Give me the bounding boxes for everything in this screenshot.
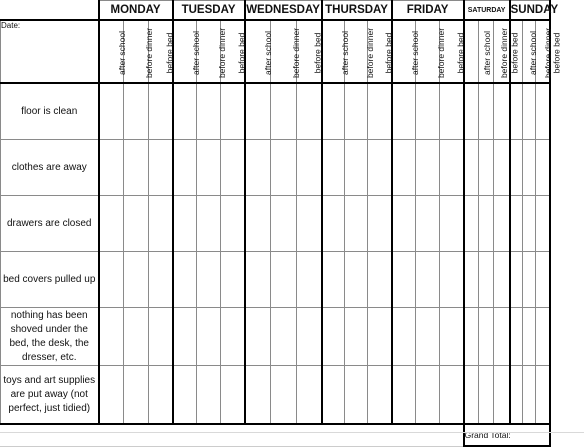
checkbox-cell[interactable] (297, 140, 322, 196)
checkbox-cell[interactable] (440, 140, 464, 196)
checkbox-cell[interactable] (271, 140, 297, 196)
time-slot-header (322, 20, 350, 83)
time-slot-label: before dinner (144, 27, 155, 78)
time-slot-header (494, 20, 520, 83)
checkbox-cell[interactable] (523, 366, 536, 425)
time-slot-header (416, 20, 447, 83)
checkbox-cell[interactable] (297, 366, 322, 425)
checkbox-cell[interactable] (345, 196, 368, 252)
checkbox-cell[interactable] (464, 83, 479, 140)
time-slot-label: after school (481, 30, 492, 75)
day-header-wednesday: WEDNESDAY (245, 1, 322, 21)
day-header-thursday: THURSDAY (322, 1, 392, 21)
checkbox-cell[interactable] (99, 308, 124, 366)
time-slot-label: before dinner (543, 27, 554, 78)
checkbox-cell[interactable] (494, 83, 510, 140)
time-slot-header (221, 20, 245, 83)
checkbox-cell[interactable] (479, 366, 494, 425)
checkbox-cell[interactable] (510, 252, 523, 308)
checkbox-cell[interactable] (197, 196, 221, 252)
checkbox-cell[interactable] (536, 140, 550, 196)
checkbox-cell[interactable] (392, 308, 416, 366)
time-slot-header (523, 20, 554, 83)
checkbox-cell[interactable] (221, 252, 245, 308)
checkbox-cell[interactable] (322, 366, 345, 425)
checkbox-cell[interactable] (345, 83, 368, 140)
checkbox-cell[interactable] (149, 196, 173, 252)
checkbox-cell[interactable] (173, 252, 197, 308)
checkbox-cell[interactable] (297, 196, 322, 252)
checkbox-cell[interactable] (416, 252, 440, 308)
checkbox-cell[interactable] (271, 83, 297, 140)
checkbox-cell[interactable] (245, 83, 271, 140)
time-slot-header (392, 20, 420, 83)
checkbox-cell[interactable] (440, 252, 464, 308)
checkbox-cell[interactable] (197, 366, 221, 425)
time-slot-label: after school (116, 30, 127, 75)
task-label: drawers are closed (1, 196, 99, 252)
checkbox-cell[interactable] (368, 252, 392, 308)
time-slot-header (536, 20, 562, 83)
time-slot-header (271, 20, 302, 83)
time-slot-header (368, 20, 392, 83)
checkbox-cell[interactable] (368, 140, 392, 196)
time-slot-header (245, 20, 271, 83)
time-slot-header (124, 20, 155, 83)
checkbox-cell[interactable] (392, 196, 416, 252)
checkbox-cell[interactable] (479, 252, 494, 308)
time-slot-header (173, 20, 201, 83)
checkbox-cell[interactable] (149, 140, 173, 196)
checkbox-cell[interactable] (536, 196, 550, 252)
checkbox-cell[interactable] (464, 196, 479, 252)
checkbox-cell[interactable] (271, 308, 297, 366)
checkbox-cell[interactable] (124, 83, 149, 140)
checkbox-cell[interactable] (392, 83, 416, 140)
checkbox-cell[interactable] (464, 308, 479, 366)
checkbox-cell[interactable] (494, 140, 510, 196)
checkbox-cell[interactable] (392, 140, 416, 196)
checkbox-cell[interactable] (510, 196, 523, 252)
checkbox-cell[interactable] (99, 83, 124, 140)
checkbox-cell[interactable] (149, 83, 173, 140)
checkbox-cell[interactable] (464, 140, 479, 196)
time-slot-label: before dinner (436, 27, 447, 78)
checkbox-cell[interactable] (297, 308, 322, 366)
checkbox-cell[interactable] (368, 83, 392, 140)
task-label: clothes are away (1, 140, 99, 196)
checkbox-cell[interactable] (124, 140, 149, 196)
checkbox-cell[interactable] (416, 308, 440, 366)
checkbox-cell[interactable] (440, 196, 464, 252)
day-header-monday: MONDAY (99, 1, 173, 21)
time-slot-label: before bed (164, 32, 175, 73)
checkbox-cell[interactable] (245, 252, 271, 308)
checkbox-cell[interactable] (464, 366, 479, 425)
day-header-sunday: SUNDAY (510, 1, 550, 21)
checkbox-cell[interactable] (221, 308, 245, 366)
checkbox-cell[interactable] (271, 366, 297, 425)
checkbox-cell[interactable] (392, 252, 416, 308)
checkbox-cell[interactable] (494, 196, 510, 252)
checkbox-cell[interactable] (245, 196, 271, 252)
checkbox-cell[interactable] (221, 366, 245, 425)
checkbox-cell[interactable] (297, 252, 322, 308)
checkbox-cell[interactable] (479, 140, 494, 196)
checkbox-cell[interactable] (124, 308, 149, 366)
checkbox-cell[interactable] (523, 196, 536, 252)
checkbox-cell[interactable] (173, 83, 197, 140)
checkbox-cell[interactable] (494, 366, 510, 425)
checkbox-cell[interactable] (416, 83, 440, 140)
checkbox-cell[interactable] (464, 252, 479, 308)
checkbox-cell[interactable] (197, 308, 221, 366)
checkbox-cell[interactable] (440, 308, 464, 366)
task-label: toys and art supplies are put away (not perfect, just tidied) (1, 366, 99, 425)
checkbox-cell[interactable] (197, 140, 221, 196)
checkbox-cell[interactable] (536, 252, 550, 308)
checkbox-cell[interactable] (523, 308, 536, 366)
time-slot-label: before bed (236, 32, 247, 73)
checkbox-cell[interactable] (494, 252, 510, 308)
day-header-tuesday: TUESDAY (173, 1, 245, 21)
checkbox-cell[interactable] (368, 366, 392, 425)
time-slot-label: after school (409, 30, 420, 75)
time-slot-header (197, 20, 228, 83)
checkbox-cell[interactable] (523, 140, 536, 196)
time-slot-label: before bed (551, 32, 562, 73)
time-slot-label: after school (262, 30, 273, 75)
checkbox-cell[interactable] (479, 83, 494, 140)
checkbox-cell[interactable] (322, 83, 345, 140)
time-slot-label: before dinner (499, 27, 510, 78)
checkbox-cell[interactable] (124, 252, 149, 308)
time-slot-label: before dinner (291, 27, 302, 78)
time-slot-header (345, 20, 376, 83)
time-slot-label: before bed (312, 32, 323, 73)
checkbox-cell[interactable] (149, 252, 173, 308)
task-label: nothing has been shoved under the bed, the desk, the dresser, etc. (1, 308, 99, 366)
checkbox-cell[interactable] (297, 83, 322, 140)
checkbox-cell[interactable] (322, 252, 345, 308)
checkbox-cell[interactable] (479, 196, 494, 252)
checkbox-cell[interactable] (523, 83, 536, 140)
checkbox-cell[interactable] (536, 83, 550, 140)
checkbox-cell[interactable] (345, 308, 368, 366)
checkbox-cell[interactable] (173, 308, 197, 366)
checkbox-cell[interactable] (523, 252, 536, 308)
time-slot-header (99, 20, 127, 83)
checkbox-cell[interactable] (322, 308, 345, 366)
day-header-saturday: SATURDAY (464, 1, 510, 21)
checkbox-cell[interactable] (440, 83, 464, 140)
time-slot-header (464, 20, 492, 83)
checkbox-cell[interactable] (245, 308, 271, 366)
checkbox-cell[interactable] (124, 366, 149, 425)
checkbox-cell[interactable] (510, 366, 523, 425)
time-slot-label: after school (527, 30, 538, 75)
checkbox-cell[interactable] (536, 366, 550, 425)
checkbox-cell[interactable] (124, 196, 149, 252)
time-slot-header (479, 20, 510, 83)
task-label: floor is clean (1, 83, 99, 140)
checkbox-cell[interactable] (149, 366, 173, 425)
time-slot-label: before bed (383, 32, 394, 73)
checkbox-cell[interactable] (221, 83, 245, 140)
checkbox-cell[interactable] (416, 196, 440, 252)
checkbox-cell[interactable] (510, 308, 523, 366)
time-slot-label: before bed (455, 32, 466, 73)
time-slot-header (510, 20, 538, 83)
task-label: bed covers pulled up (1, 252, 99, 308)
checkbox-cell[interactable] (173, 366, 197, 425)
checkbox-cell[interactable] (149, 308, 173, 366)
time-slot-header (440, 20, 464, 83)
corner-cell (1, 1, 99, 21)
time-slot-header (149, 20, 173, 83)
checkbox-cell[interactable] (368, 196, 392, 252)
checkbox-cell[interactable] (510, 83, 523, 140)
checkbox-cell[interactable] (345, 252, 368, 308)
checkbox-cell[interactable] (197, 83, 221, 140)
checkbox-cell[interactable] (392, 366, 416, 425)
checkbox-cell[interactable] (322, 196, 345, 252)
checkbox-cell[interactable] (245, 366, 271, 425)
checkbox-cell[interactable] (197, 252, 221, 308)
checkbox-cell[interactable] (510, 140, 523, 196)
checkbox-cell[interactable] (173, 196, 197, 252)
checkbox-cell[interactable] (494, 308, 510, 366)
checkbox-cell[interactable] (345, 366, 368, 425)
day-header-friday: FRIDAY (392, 1, 464, 21)
checkbox-cell[interactable] (416, 140, 440, 196)
date-label-cell[interactable]: Date: (1, 20, 99, 83)
checkbox-cell[interactable] (221, 196, 245, 252)
checkbox-cell[interactable] (99, 252, 124, 308)
time-slot-label: after school (339, 30, 350, 75)
spreadsheet-gridline-band (0, 432, 584, 447)
checkbox-cell[interactable] (99, 140, 124, 196)
checkbox-cell[interactable] (536, 308, 550, 366)
checkbox-cell[interactable] (479, 308, 494, 366)
checkbox-cell[interactable] (221, 140, 245, 196)
time-slot-label: before bed (509, 32, 520, 73)
checkbox-cell[interactable] (440, 366, 464, 425)
time-slot-label: before dinner (217, 27, 228, 78)
time-slot-label: before dinner (365, 27, 376, 78)
checkbox-cell[interactable] (416, 366, 440, 425)
checkbox-cell[interactable] (271, 196, 297, 252)
checkbox-cell[interactable] (173, 140, 197, 196)
time-slot-header (297, 20, 322, 83)
checkbox-cell[interactable] (99, 366, 124, 425)
checkbox-cell[interactable] (368, 308, 392, 366)
checkbox-cell[interactable] (322, 140, 345, 196)
checkbox-cell[interactable] (271, 252, 297, 308)
checkbox-cell[interactable] (245, 140, 271, 196)
time-slot-label: after school (190, 30, 201, 75)
checkbox-cell[interactable] (345, 140, 368, 196)
checkbox-cell[interactable] (99, 196, 124, 252)
